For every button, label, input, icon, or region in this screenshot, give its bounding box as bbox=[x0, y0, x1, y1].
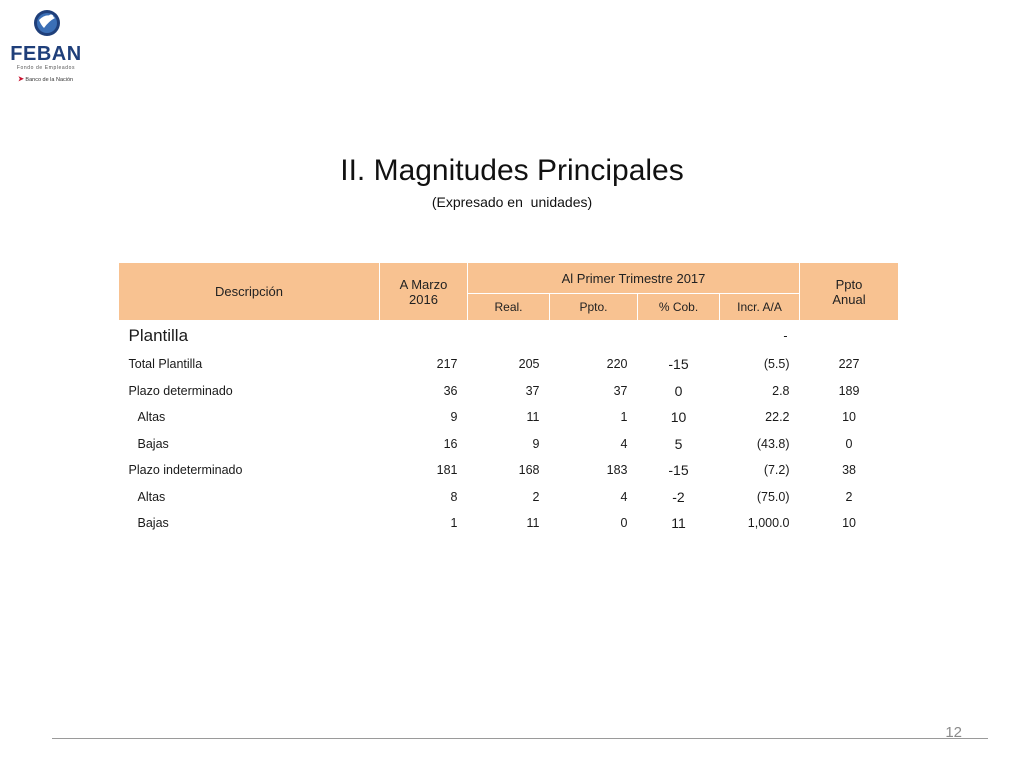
table-row bbox=[119, 484, 899, 511]
row-desc: Total Plantilla bbox=[128, 357, 203, 372]
row-real: 11 bbox=[526, 410, 540, 425]
page-number: 12 bbox=[945, 724, 962, 741]
header-ppto-anual bbox=[800, 263, 899, 321]
row-anual: 10 bbox=[842, 516, 856, 531]
table-row bbox=[119, 351, 899, 378]
row-marzo: 36 bbox=[443, 383, 458, 398]
row-marzo: 1 bbox=[450, 516, 458, 531]
row-desc: Bajas bbox=[137, 436, 169, 451]
row-desc: Plazo determinado bbox=[128, 383, 233, 398]
row-marzo: 8 bbox=[450, 489, 458, 504]
row-cob: -15 bbox=[668, 462, 689, 479]
table-row bbox=[119, 404, 899, 431]
row-incr: 1,000.0 bbox=[747, 516, 790, 531]
row-anual: 38 bbox=[842, 463, 856, 478]
header-cob: % Cob. bbox=[638, 294, 720, 321]
row-real: 11 bbox=[526, 516, 540, 531]
row-desc: Altas bbox=[137, 410, 166, 425]
row-ppto: 0 bbox=[620, 516, 628, 531]
row-marzo: 217 bbox=[436, 357, 458, 372]
row-cob: 0 bbox=[674, 382, 683, 399]
logo-subtitle: Fondo de Empleados bbox=[16, 65, 76, 71]
footer-divider bbox=[52, 738, 988, 739]
bank-mark-icon: ➤ bbox=[18, 76, 24, 83]
row-cob: 11 bbox=[671, 515, 686, 532]
row-cob: -15 bbox=[668, 356, 689, 373]
table-row bbox=[119, 431, 899, 458]
row-real: 168 bbox=[518, 463, 540, 478]
row-incr: (7.2) bbox=[763, 463, 790, 478]
logo-bank bbox=[18, 75, 73, 83]
section-row bbox=[119, 321, 899, 352]
row-incr: (5.5) bbox=[763, 357, 790, 372]
row-marzo: 181 bbox=[436, 463, 458, 478]
header-incr: Incr. A/A bbox=[720, 294, 800, 321]
page-subtitle: (Expresado en unidades) bbox=[431, 194, 593, 210]
row-marzo: 16 bbox=[443, 436, 458, 451]
header-marzo bbox=[380, 263, 468, 321]
row-real: 9 bbox=[532, 436, 540, 451]
feban-logo bbox=[6, 6, 86, 84]
table-row bbox=[119, 378, 899, 405]
row-ppto: 1 bbox=[620, 410, 628, 425]
header-descripcion: Descripción bbox=[119, 263, 380, 321]
table-row bbox=[119, 510, 899, 537]
row-anual: 10 bbox=[842, 410, 856, 425]
row-incr: (43.8) bbox=[756, 436, 790, 451]
row-desc: Plazo indeterminado bbox=[128, 463, 243, 478]
row-ppto: 4 bbox=[620, 436, 628, 451]
row-anual: 0 bbox=[845, 436, 853, 451]
globe-icon bbox=[33, 8, 61, 38]
header-anual-line2: Anual bbox=[832, 291, 866, 307]
header-trimestre: Al Primer Trimestre 2017 bbox=[468, 263, 800, 294]
table-row bbox=[119, 457, 899, 484]
row-ppto: 37 bbox=[613, 383, 628, 398]
row-real: 37 bbox=[525, 383, 540, 398]
row-anual: 189 bbox=[838, 383, 860, 398]
logo-name: FEBAN bbox=[10, 43, 82, 65]
section-dash: - bbox=[783, 329, 788, 343]
row-marzo: 9 bbox=[450, 410, 458, 425]
logo-bank-label: Banco de la Nación bbox=[25, 77, 74, 83]
row-anual: 227 bbox=[838, 357, 860, 372]
header-ppto: Ppto. bbox=[550, 294, 638, 321]
header-marzo-line2: 2016 bbox=[409, 291, 438, 307]
row-desc: Bajas bbox=[137, 516, 169, 531]
magnitudes-table bbox=[118, 262, 899, 537]
row-real: 2 bbox=[532, 489, 540, 504]
row-incr: 2.8 bbox=[772, 383, 790, 398]
row-real: 205 bbox=[518, 357, 540, 372]
row-incr: 22.2 bbox=[765, 410, 790, 425]
page-title: II. Magnitudes Principales bbox=[340, 154, 684, 187]
header-anual-line1: Ppto bbox=[835, 276, 863, 292]
row-incr: (75.0) bbox=[756, 489, 790, 504]
row-cob: 5 bbox=[674, 435, 683, 452]
header-marzo-line1: A Marzo bbox=[399, 276, 448, 292]
row-ppto: 183 bbox=[606, 463, 628, 478]
section-label: Plantilla bbox=[128, 326, 189, 345]
header-real: Real. bbox=[468, 294, 550, 321]
row-cob: 10 bbox=[670, 409, 687, 426]
row-ppto: 220 bbox=[606, 357, 628, 372]
row-anual: 2 bbox=[845, 489, 853, 504]
row-ppto: 4 bbox=[620, 489, 628, 504]
row-desc: Altas bbox=[137, 489, 166, 504]
row-cob: -2 bbox=[672, 488, 685, 505]
